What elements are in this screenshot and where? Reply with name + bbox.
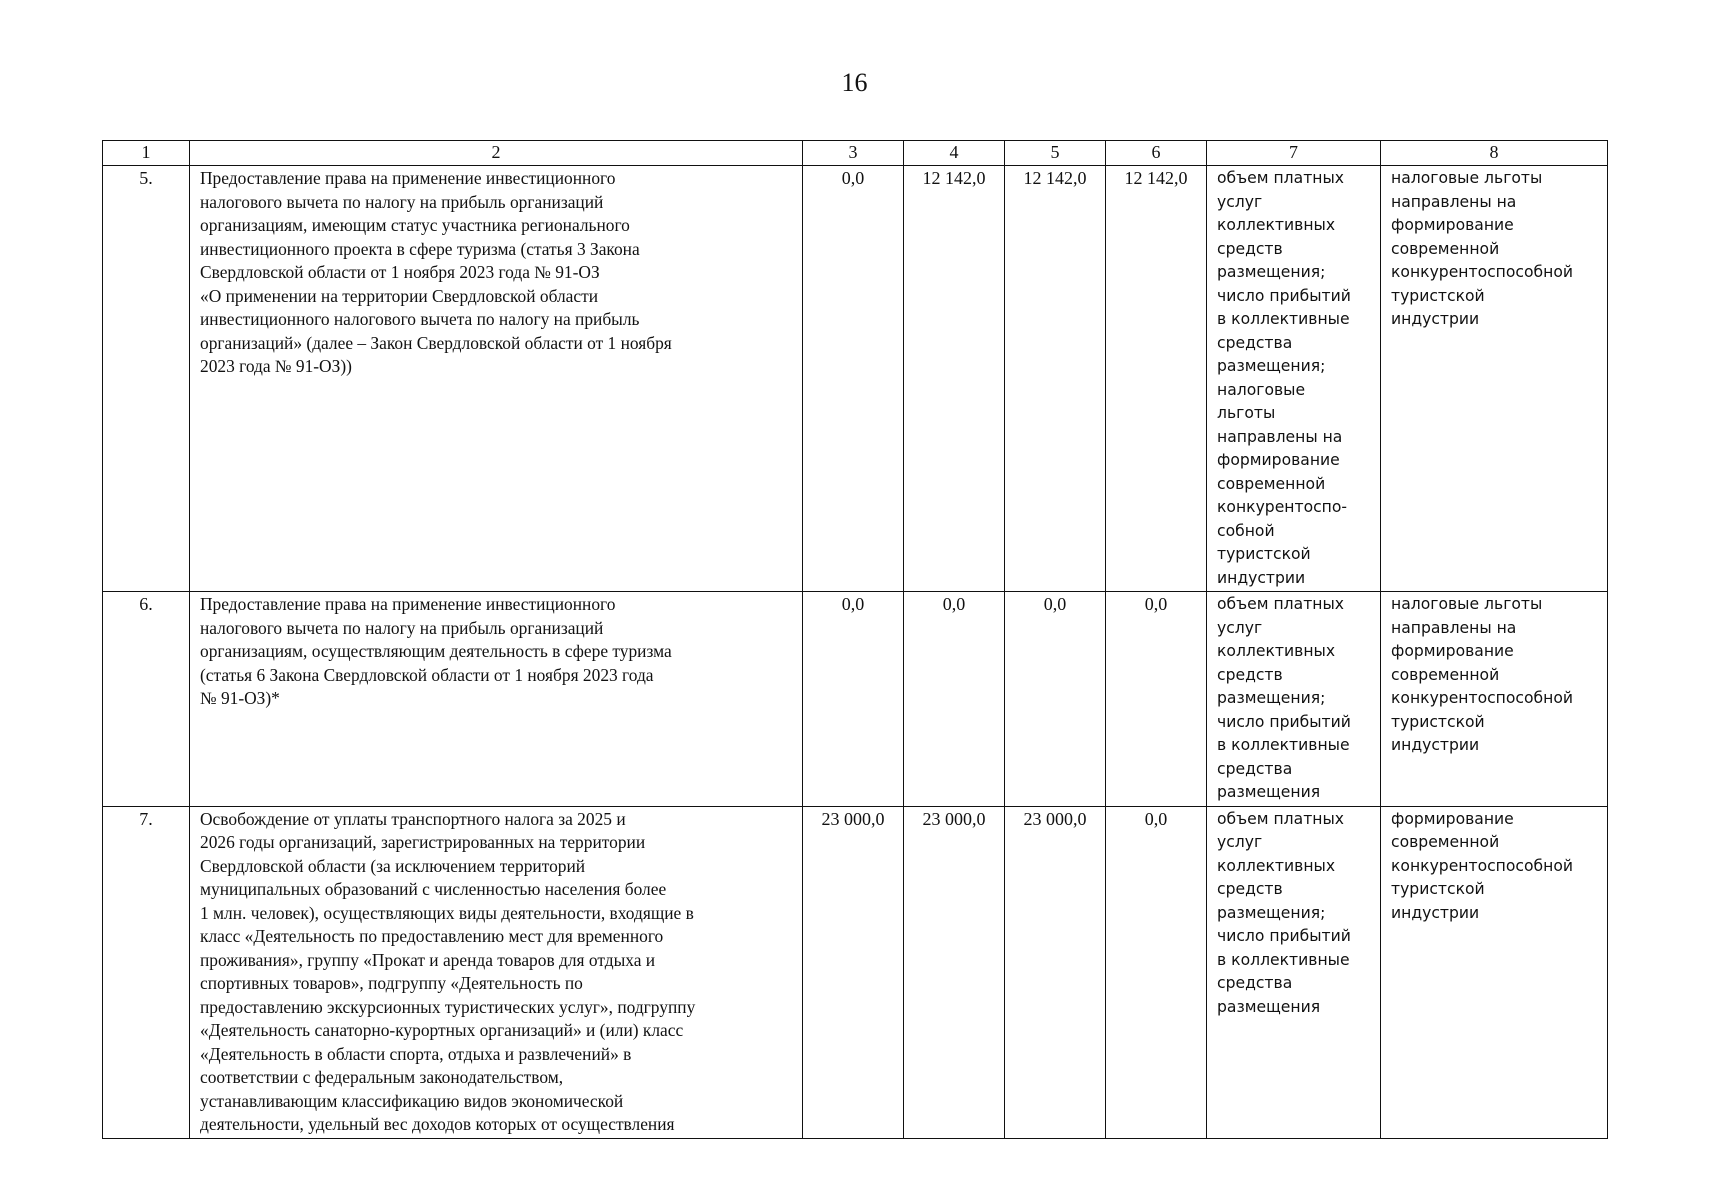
- indicator-cell-line: туристской: [1217, 545, 1311, 563]
- measure-description: [190, 806, 803, 1138]
- indicator-cell-line: размещения;: [1217, 263, 1326, 281]
- measure-description-line: № 91-ОЗ)*: [200, 688, 280, 708]
- goal-cell: [1381, 806, 1608, 1138]
- value-col-4: 0,0: [904, 592, 1005, 807]
- row-number: 7.: [103, 806, 190, 1138]
- indicator-cell-line: современной: [1217, 474, 1326, 493]
- measure-description-line: Предоставление права на применение инвестиционного: [200, 594, 616, 614]
- measure-description-line: Свердловской области (за исключением территорий: [200, 855, 586, 876]
- measure-description-line: 2026 годы организаций, зарегистрированных на территории: [200, 832, 646, 852]
- indicator-cell-line: число прибытий: [1217, 712, 1351, 731]
- measure-description-line: спортивных товаров», подгруппу «Деятельность по: [200, 973, 583, 993]
- measure-description-line: (статья 6 Закона Свердловской области от 1 ноября 2023 года: [200, 664, 654, 685]
- value-col-3: 23 000,0: [803, 806, 904, 1138]
- goal-cell-line: направлены на: [1391, 618, 1517, 637]
- column-header: 3: [803, 141, 904, 166]
- measure-description-line: муниципальных образований с численностью населения более: [200, 879, 667, 899]
- goal-cell-line: формирование: [1391, 642, 1514, 660]
- measure-description-line: проживания», группу «Прокат и аренда товаров для отдыха и: [200, 949, 656, 970]
- measure-description-line: предоставлению экскурсионных туристических услуг», подгруппу: [200, 996, 696, 1017]
- value-col-4: 12 142,0: [904, 166, 1005, 592]
- goal-cell-line: туристской: [1391, 712, 1485, 731]
- indicator-cell-line: формирование: [1217, 451, 1340, 469]
- value-col-6: 0,0: [1106, 592, 1207, 807]
- goal-cell-line: конкурентоспособной: [1391, 263, 1574, 281]
- indicator-cell-line: в коллективные: [1217, 950, 1350, 969]
- goal-cell-line: туристской: [1391, 286, 1485, 305]
- column-header: 2: [190, 141, 803, 166]
- measure-description-line: организаций» (далее – Закон Свердловской области от 1 ноября: [200, 332, 672, 353]
- goal-cell-line: туристской: [1391, 880, 1485, 898]
- goal-cell-line: налоговые льготы: [1391, 595, 1543, 613]
- column-header: 1: [103, 141, 190, 166]
- value-col-4: 23 000,0: [904, 806, 1005, 1138]
- goal-cell-line: налоговые льготы: [1391, 169, 1543, 187]
- indicator-cell-line: средств: [1217, 880, 1283, 898]
- measure-description-line: Свердловской области от 1 ноября 2023 года № 91-ОЗ: [200, 262, 600, 282]
- indicator-cell: [1207, 806, 1381, 1138]
- measure-description-line: 1 млн. человек), осуществляющих виды деятельности, входящие в: [200, 902, 694, 923]
- row-number: 5.: [103, 166, 190, 592]
- column-header: 8: [1381, 141, 1608, 166]
- indicator-cell-line: в коллективные: [1217, 736, 1350, 754]
- indicator-cell-line: объем платных: [1217, 595, 1345, 613]
- value-col-5: 0,0: [1005, 592, 1106, 807]
- indicator-cell-line: средств: [1217, 665, 1283, 684]
- column-header: 7: [1207, 141, 1381, 166]
- column-header: 5: [1005, 141, 1106, 166]
- measure-description-line: инвестиционного проекта в сфере туризма (статья 3 Закона: [200, 238, 640, 259]
- indicator-cell-line: направлены на: [1217, 427, 1343, 446]
- goal-cell: [1381, 592, 1608, 807]
- indicator-cell-line: размещения;: [1217, 689, 1326, 707]
- indicator-cell-line: размещения: [1217, 783, 1321, 801]
- indicator-cell-line: коллективных: [1217, 642, 1336, 660]
- goal-cell: [1381, 166, 1608, 592]
- indicator-cell-line: собной: [1217, 521, 1275, 540]
- goal-cell-line: индустрии: [1391, 310, 1480, 328]
- value-col-5: 12 142,0: [1005, 166, 1106, 592]
- measure-description-line: «О применении на территории Свердловской области: [200, 285, 599, 306]
- indicator-cell-line: льготы: [1217, 404, 1276, 422]
- measure-description: [190, 592, 803, 807]
- benefits-table: [102, 140, 1608, 1139]
- indicator-cell-line: средства: [1217, 974, 1293, 992]
- goal-cell-line: конкурентоспособной: [1391, 689, 1574, 707]
- goal-cell-line: современной: [1391, 833, 1500, 851]
- indicator-cell-line: число прибытий: [1217, 927, 1351, 945]
- measure-description-line: налогового вычета по налогу на прибыль организаций: [200, 617, 604, 638]
- column-header: 6: [1106, 141, 1207, 166]
- indicator-cell-line: размещения;: [1217, 903, 1326, 922]
- indicator-cell-line: индустрии: [1217, 568, 1306, 587]
- goal-cell-line: конкурентоспособной: [1391, 856, 1574, 875]
- indicator-cell-line: размещения: [1217, 997, 1321, 1016]
- indicator-cell-line: в коллективные: [1217, 310, 1350, 328]
- measure-description-line: инвестиционного налогового вычета по налогу на прибыль: [200, 309, 640, 329]
- indicator-cell-line: коллективных: [1217, 216, 1336, 234]
- goal-cell-line: индустрии: [1391, 903, 1480, 922]
- goal-cell-line: формирование: [1391, 809, 1514, 828]
- measure-description-line: устанавливающим классификацию видов экономической: [200, 1090, 624, 1111]
- indicator-cell-line: налоговые: [1217, 380, 1306, 399]
- column-header: 4: [904, 141, 1005, 166]
- measure-description-line: организациям, имеющим статус участника регионального: [200, 215, 630, 235]
- table-row: [103, 592, 1608, 807]
- measure-description-line: 2023 года № 91-ОЗ)): [200, 356, 352, 376]
- measure-description-line: налогового вычета по налогу на прибыль организаций: [200, 191, 604, 212]
- indicator-cell-line: конкурентоспо-: [1217, 498, 1348, 516]
- goal-cell-line: формирование: [1391, 216, 1514, 234]
- indicator-cell-line: объем платных: [1217, 169, 1345, 187]
- value-col-6: 12 142,0: [1106, 166, 1207, 592]
- goal-cell-line: направлены на: [1391, 192, 1517, 211]
- indicator-cell-line: услуг: [1217, 192, 1263, 211]
- goal-cell-line: индустрии: [1391, 736, 1480, 754]
- value-col-3: 0,0: [803, 166, 904, 592]
- measure-description: [190, 166, 803, 592]
- measure-description-line: деятельности, удельный вес доходов которых от осуществления: [200, 1114, 675, 1134]
- value-col-5: 23 000,0: [1005, 806, 1106, 1138]
- measure-description-line: Предоставление права на применение инвестиционного: [200, 168, 616, 188]
- indicator-cell-line: средства: [1217, 333, 1293, 352]
- value-col-6: 0,0: [1106, 806, 1207, 1138]
- measure-description-line: соответствии с федеральным законодательством,: [200, 1067, 564, 1087]
- value-col-3: 0,0: [803, 592, 904, 807]
- row-number: 6.: [103, 592, 190, 807]
- indicator-cell-line: услуг: [1217, 833, 1263, 851]
- page-number: 16: [841, 68, 868, 97]
- table-row: [103, 806, 1608, 1138]
- measure-description-line: организациям, осуществляющим деятельность в сфере туризма: [200, 641, 672, 661]
- indicator-cell-line: коллективных: [1217, 856, 1336, 875]
- measure-description-line: «Деятельность санаторно-курортных организаций» и (или) класс: [200, 1020, 684, 1040]
- indicator-cell-line: объем платных: [1217, 809, 1345, 828]
- indicator-cell: [1207, 166, 1381, 592]
- column-number-row: [103, 141, 1608, 166]
- goal-cell-line: современной: [1391, 239, 1500, 258]
- indicator-cell-line: средств: [1217, 239, 1283, 258]
- indicator-cell: [1207, 592, 1381, 807]
- indicator-cell-line: услуг: [1217, 618, 1263, 637]
- table-row: [103, 166, 1608, 592]
- goal-cell-line: современной: [1391, 665, 1500, 684]
- measure-description-line: Освобождение от уплаты транспортного налога за 2025 и: [200, 808, 626, 829]
- indicator-cell-line: число прибытий: [1217, 286, 1351, 305]
- indicator-cell-line: размещения;: [1217, 357, 1326, 375]
- indicator-cell-line: средства: [1217, 759, 1293, 778]
- measure-description-line: класс «Деятельность по предоставлению мест для временного: [200, 926, 664, 946]
- measure-description-line: «Деятельность в области спорта, отдыха и развлечений» в: [200, 1043, 632, 1064]
